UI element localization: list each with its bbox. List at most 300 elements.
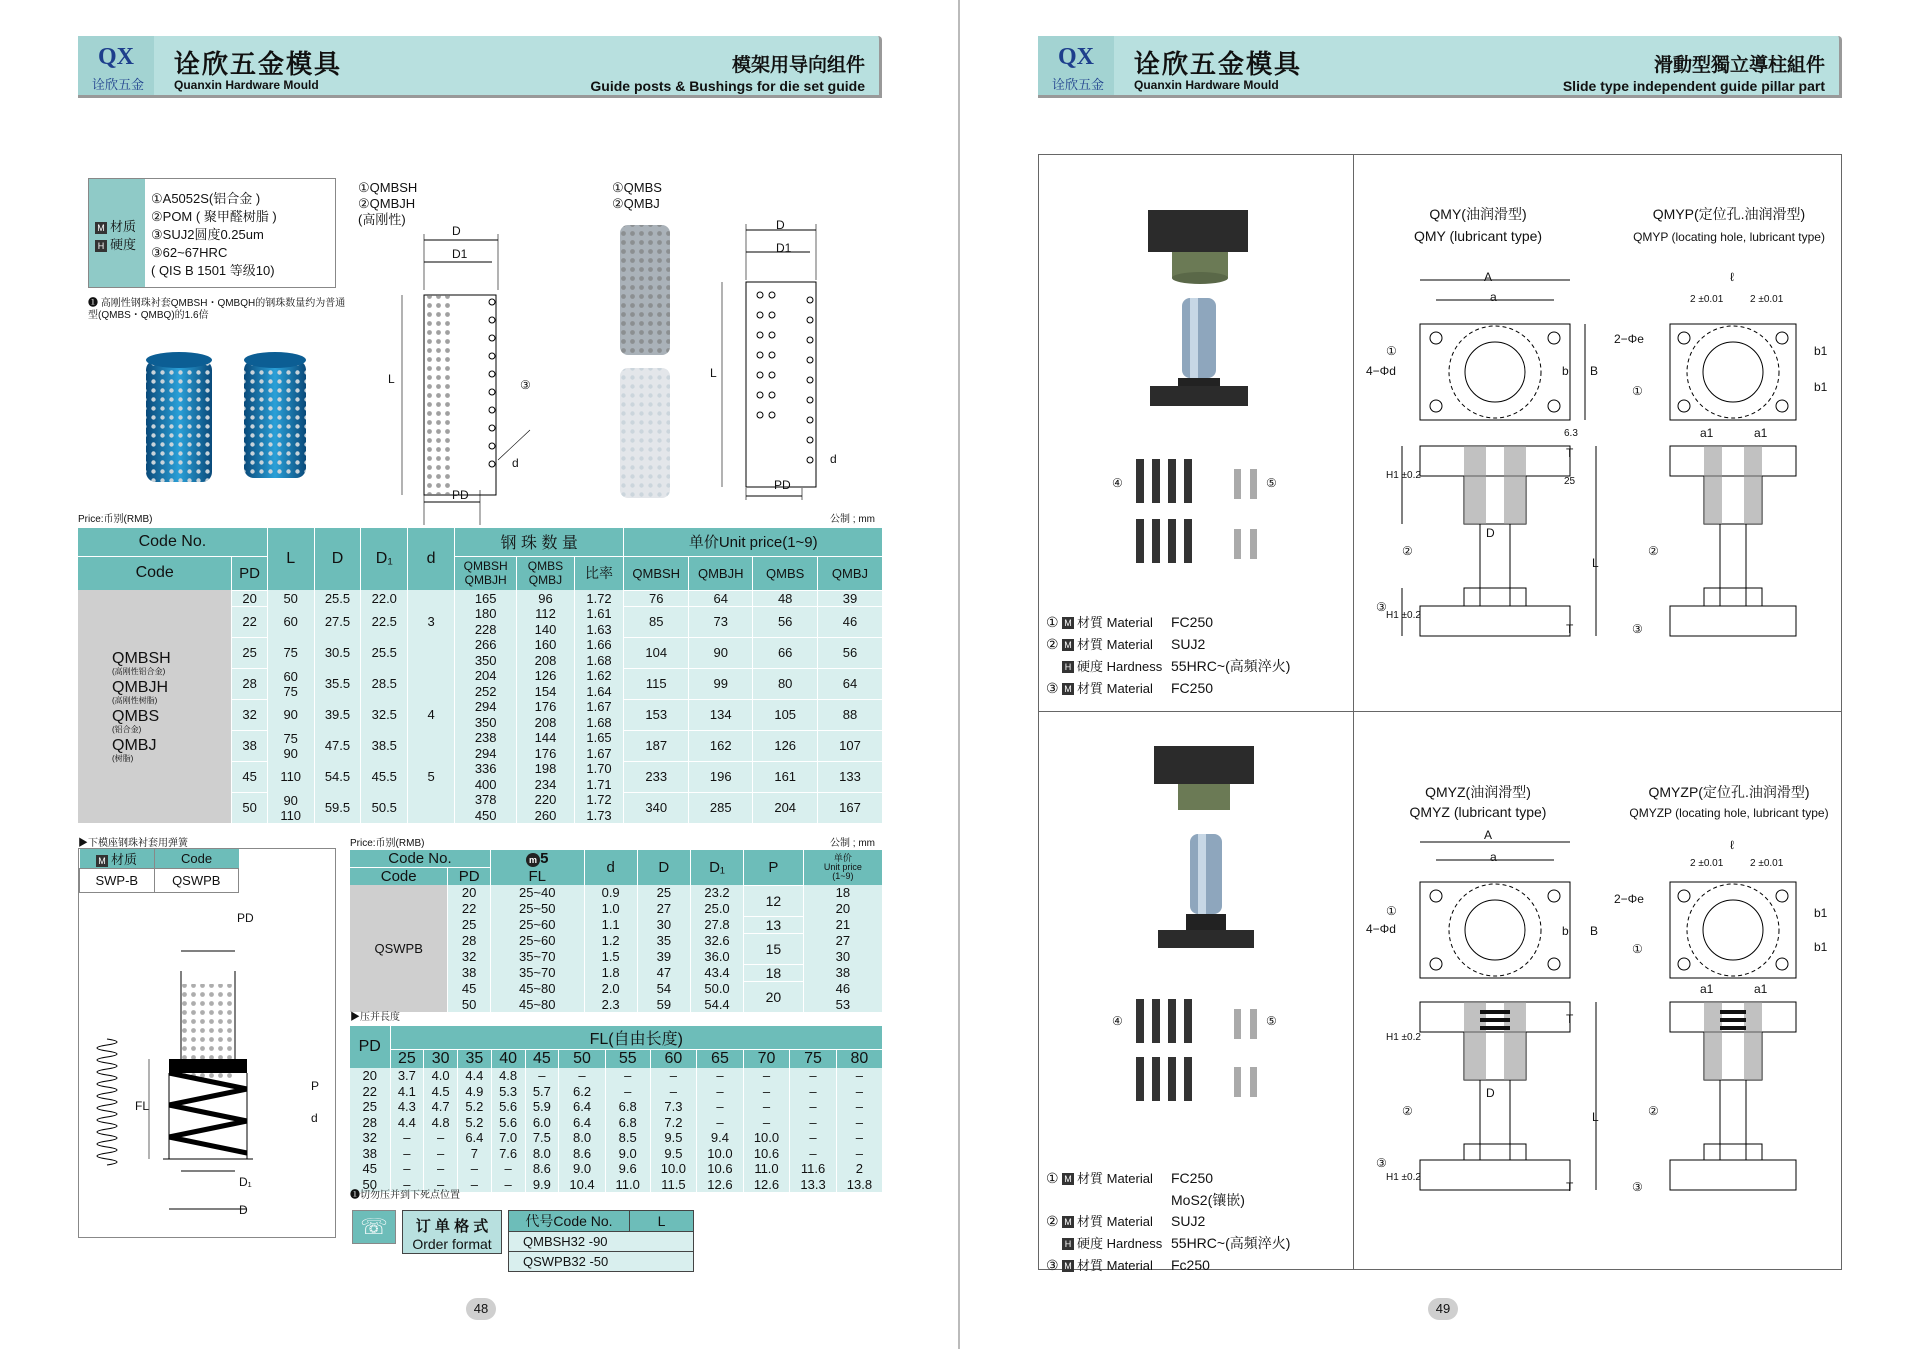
- price-cell: 73: [688, 606, 752, 637]
- t2-P-cell: 18: [744, 964, 804, 981]
- qmyzp-title-en: QMYZP (locating hole, lubricant type): [1629, 806, 1829, 820]
- ball-cell: 144: [517, 730, 574, 746]
- t3-cell: 4.3: [390, 1099, 424, 1115]
- dim-H1: H1 ±0.2: [1386, 610, 1421, 621]
- t3-cell: –: [790, 1068, 837, 1084]
- t3-col-pd: PD: [350, 1026, 390, 1068]
- t2-cell: 50: [448, 997, 491, 1013]
- page-title-cn: 模架用导向组件: [731, 55, 865, 76]
- drawing1-label: ②QMBJH: [358, 196, 416, 211]
- dim-b: b: [1562, 364, 1569, 378]
- ball-cell: 238: [454, 730, 516, 746]
- ball-cell: 126: [517, 668, 574, 684]
- price-cell: 76: [624, 590, 688, 606]
- t3-cell: 6.4: [559, 1099, 606, 1115]
- material-value: Fc250: [1171, 1257, 1210, 1273]
- page-number-left: 48: [466, 1298, 496, 1320]
- material-num: ①: [1046, 1170, 1059, 1186]
- price-label-1: Price:币别(RMB): [78, 514, 153, 525]
- material-value: FC250: [1171, 614, 1214, 630]
- l-cell: 60: [267, 606, 314, 637]
- t3-cell: 9.5: [650, 1130, 697, 1146]
- ball-cell: 1.72: [574, 590, 624, 606]
- t2-cell: 32.6: [690, 933, 743, 949]
- t3-cell: –: [650, 1084, 697, 1100]
- t3-cell: 5.2: [458, 1115, 492, 1131]
- dim-tol: 2 ±0.01: [1690, 858, 1724, 869]
- l-cell: 90: [267, 699, 314, 730]
- t2-price-cell: 38: [803, 964, 882, 981]
- spring-dim-FL: FL: [135, 1099, 150, 1113]
- t3-cell: 10.0: [743, 1130, 790, 1146]
- dim-H1: H1 ±0.2: [1386, 470, 1421, 481]
- callout-1: ①: [1632, 384, 1643, 398]
- price-cell: 46: [817, 606, 882, 637]
- t3-pd-cell: 20: [350, 1068, 390, 1084]
- t2-cell: 32: [448, 949, 491, 965]
- t3-cell: 5.9: [525, 1099, 559, 1115]
- t2-cell: 50.0: [690, 981, 743, 997]
- code-sub: (高刚性铝合金): [112, 666, 166, 676]
- spring-title: ▶下模座钢珠衬套用弹簧: [78, 838, 188, 849]
- ball-cell: 180: [454, 606, 516, 622]
- t3-cell: 5.6: [491, 1115, 525, 1131]
- t3-cell: –: [790, 1084, 837, 1100]
- callout-1: ①: [1632, 942, 1643, 956]
- ball-cell: 260: [517, 808, 574, 824]
- h-mark: H: [1062, 1238, 1074, 1250]
- ball-note: [88, 298, 348, 322]
- m-mark: M: [1062, 683, 1074, 695]
- right-header: [1038, 36, 1842, 98]
- price-cell: 64: [688, 590, 752, 606]
- t3-cell: 8.6: [525, 1161, 559, 1177]
- material-row: [1046, 1170, 1290, 1187]
- qmyz-photo: [1140, 744, 1290, 984]
- t2-cell: 43.4: [690, 964, 743, 981]
- t3-cell: 4.0: [424, 1068, 458, 1084]
- t3-cell: –: [390, 1161, 424, 1177]
- material-type: 材質 Material: [1077, 1214, 1153, 1229]
- t3-cell: 8.0: [559, 1130, 606, 1146]
- price-cell: 196: [688, 761, 752, 792]
- dim-b: b: [1562, 924, 1569, 938]
- dim2-PD: PD: [774, 478, 791, 492]
- callout-3: ③: [1632, 622, 1643, 636]
- material-type: 材質 Material: [1077, 637, 1153, 652]
- qmyp-title: [1604, 204, 1854, 244]
- dim-PD: PD: [452, 488, 469, 502]
- material-line: ③62~67HRC: [151, 245, 228, 260]
- price-cell: 107: [817, 730, 882, 761]
- col-price-qmbs: QMBS: [753, 556, 817, 590]
- ball-cell: 350: [454, 653, 516, 669]
- D-cell: 27.5: [314, 606, 361, 637]
- d-cell: 4: [408, 699, 455, 730]
- t3-cell: –: [743, 1099, 790, 1115]
- ball-cell: 160: [517, 637, 574, 653]
- t3-cell: 4.4: [458, 1068, 492, 1084]
- dim-l: ℓ: [1730, 838, 1734, 852]
- callout-4: ④: [1112, 1014, 1123, 1028]
- price-cell: 39: [817, 590, 882, 606]
- t2-P-cell: 13: [744, 916, 804, 933]
- t3-cell: 4.5: [424, 1084, 458, 1100]
- t3-cell: 6.0: [525, 1115, 559, 1131]
- t2-price-cell: 53: [803, 997, 882, 1013]
- pd-cell: 45: [232, 761, 267, 792]
- t2-cell: 35: [637, 933, 690, 949]
- t2-price-cell: 46: [803, 981, 882, 997]
- t2-cell: 27: [637, 901, 690, 917]
- qmyzp-title: [1604, 782, 1854, 820]
- dim-b1: b1: [1814, 344, 1828, 358]
- l-cell: 90 110: [267, 792, 314, 823]
- spring-code: QSWPB: [154, 869, 238, 893]
- t3-cell: –: [836, 1068, 882, 1084]
- material-value: MoS2(镶嵌): [1171, 1192, 1245, 1208]
- price-cell: 48: [753, 590, 817, 606]
- D-cell: 59.5: [314, 792, 361, 823]
- ball-cell: 1.73: [574, 808, 624, 824]
- t3-col: 40: [491, 1050, 525, 1069]
- t3-cell: 9.5: [650, 1146, 697, 1162]
- t2-cell: 59: [637, 997, 690, 1013]
- t2-price-cell: 20: [803, 901, 882, 917]
- price-cell: 104: [624, 637, 688, 668]
- qmyzp-title-cn: QMYZP(定位孔.油润滑型): [1648, 784, 1810, 800]
- ball-cell: 1.67: [574, 699, 624, 715]
- t3-cell: 11.5: [650, 1177, 697, 1193]
- arrow-icon: ▶: [350, 1012, 360, 1023]
- t3-cell: 11.0: [605, 1177, 650, 1193]
- d-cell: [408, 792, 455, 823]
- t3-cell: 6.8: [605, 1099, 650, 1115]
- col-pd: PD: [232, 556, 267, 590]
- material-line: ( QIS B 1501 等级10): [151, 263, 275, 278]
- t3-cell: 7.6: [491, 1146, 525, 1162]
- D-cell: 25.5: [314, 590, 361, 606]
- l-cell: 60 75: [267, 668, 314, 699]
- d-cell: 3: [408, 606, 455, 637]
- qmyz-title-cn: QMYZ(油润滑型): [1425, 784, 1531, 800]
- ball-cell: 1.61: [574, 606, 624, 622]
- dim-B: B: [1590, 364, 1599, 378]
- dim-phid: 4−Φd: [1366, 922, 1396, 936]
- col-price-qmbj: QMBJ: [817, 556, 882, 590]
- spring-dim-D: D: [239, 1203, 248, 1217]
- qmy-drawing: [1380, 270, 1820, 650]
- t2-cell: 1.1: [584, 916, 637, 933]
- dim-D: D: [1486, 526, 1495, 540]
- t3-cell: –: [525, 1068, 559, 1084]
- t3-cell: 8.5: [605, 1130, 650, 1146]
- h-mark: H: [95, 240, 107, 252]
- spring-drawing: [99, 909, 329, 1229]
- t2-cell: 39: [637, 949, 690, 965]
- t2-cell: 30: [637, 916, 690, 933]
- ball-cell: 204: [454, 668, 516, 684]
- t2-cell: 25~60: [490, 916, 584, 933]
- ball-cell: 112: [517, 606, 574, 622]
- ball-cell: 1.68: [574, 653, 624, 669]
- bolts-pins: [1130, 455, 1290, 565]
- t3-cell: 10.6: [743, 1146, 790, 1162]
- dim-D1: D1: [452, 247, 468, 261]
- price-cell: 88: [817, 699, 882, 730]
- ball-cell: 350: [454, 715, 516, 731]
- material-row: [1046, 1192, 1290, 1208]
- t3-col: 45: [525, 1050, 559, 1069]
- dim-A: A: [1484, 270, 1493, 284]
- pd-cell: 50: [232, 792, 267, 823]
- brand-name-en: Quanxin Hardware Mould: [174, 78, 319, 92]
- t3-cell: –: [836, 1130, 882, 1146]
- dim2-d: d: [830, 452, 837, 466]
- D1-cell: 22.0: [361, 590, 408, 606]
- dim-D: D: [1486, 1086, 1495, 1100]
- ball-cell: 1.72: [574, 792, 624, 808]
- qmyz-title: [1358, 782, 1598, 820]
- material-lines: [151, 191, 277, 279]
- D-cell: 39.5: [314, 699, 361, 730]
- dim-T: T: [1566, 1180, 1574, 1194]
- m-mark: M: [96, 855, 108, 867]
- dim2-D1: D1: [776, 241, 792, 255]
- t2-cell: 25: [637, 885, 690, 901]
- t2-cell: 27.8: [690, 916, 743, 933]
- spring-price-table: [350, 850, 882, 1012]
- dim-H1: H1 ±0.2: [1386, 1172, 1421, 1183]
- ball-cell: 1.62: [574, 668, 624, 684]
- d-cell: 5: [408, 761, 455, 792]
- ball-cell: 140: [517, 622, 574, 638]
- dim-L: L: [1592, 1110, 1599, 1124]
- d-cell: [408, 668, 455, 699]
- m-mark: M: [1062, 1216, 1074, 1228]
- material-value: SUJ2: [1171, 1213, 1206, 1229]
- ball-cell: 208: [517, 653, 574, 669]
- price-cell: 66: [753, 637, 817, 668]
- t3-pd-cell: 32: [350, 1130, 390, 1146]
- t3-cell: –: [390, 1177, 424, 1193]
- code-name: QMBJH: [112, 678, 168, 696]
- spring-material-table: [79, 849, 239, 893]
- dim-L: L: [1592, 556, 1599, 570]
- t2-cell: 2.0: [584, 981, 637, 997]
- price-cell: 233: [624, 761, 688, 792]
- price-cell: 162: [688, 730, 752, 761]
- h-mark: H: [1062, 661, 1074, 673]
- hardness-label: 硬度: [110, 237, 137, 252]
- t3-cell: 7.2: [650, 1115, 697, 1131]
- code-name: QMBJ: [112, 736, 157, 754]
- brand-logo: QX: [98, 44, 134, 70]
- t2-cell: 35~70: [490, 949, 584, 965]
- table-row: [350, 1115, 882, 1131]
- t3-cell: 10.6: [697, 1161, 744, 1177]
- t2-cell: 25: [448, 916, 491, 933]
- table-row: [350, 885, 882, 901]
- t3-cell: –: [743, 1115, 790, 1131]
- D-cell: 35.5: [314, 668, 361, 699]
- ball-cell: 1.67: [574, 746, 624, 762]
- compression-table: [350, 1026, 882, 1192]
- drawing2-labels: [612, 180, 662, 212]
- t3-cell: 13.8: [836, 1177, 882, 1193]
- t2-cell: 1.2: [584, 933, 637, 949]
- order-example: QSWPB32 -50: [509, 1252, 694, 1272]
- t3-cell: –: [559, 1068, 606, 1084]
- dim-phie: 2−Φe: [1614, 332, 1644, 346]
- t3-pd-cell: 50: [350, 1177, 390, 1193]
- t2-cell: 54: [637, 981, 690, 997]
- ball-cell: 228: [454, 622, 516, 638]
- spring-dim-D1: D₁: [239, 1175, 252, 1189]
- pd-cell: 28: [232, 668, 267, 699]
- qmy-title: [1358, 204, 1598, 244]
- t3-cell: 9.0: [559, 1161, 606, 1177]
- col-qmbsh-qmbjh: QMBSH QMBJH: [454, 556, 516, 590]
- ball-cell: 1.68: [574, 715, 624, 731]
- callout-2: ②: [1402, 1104, 1413, 1118]
- unit-label-2: 公制 ; mm: [830, 838, 875, 849]
- col-ratio: 比率: [574, 556, 624, 590]
- ball-cell: 1.63: [574, 622, 624, 638]
- dim-a: a: [1490, 290, 1497, 304]
- material-num: ②: [1046, 1213, 1059, 1229]
- t2-cell: 45: [448, 981, 491, 997]
- t3-col: 25: [390, 1050, 424, 1069]
- material-value: FC250: [1171, 1170, 1214, 1186]
- bushing-price-table: [78, 528, 882, 823]
- page-spine: [958, 0, 960, 1349]
- t2-col-d: d: [584, 850, 637, 885]
- t2-price-cell: 27: [803, 933, 882, 949]
- t2-cell: 25~60: [490, 933, 584, 949]
- dim-B: B: [1590, 924, 1599, 938]
- t2-col-code: Code: [350, 868, 448, 886]
- material-row: [1046, 1235, 1290, 1252]
- D-cell: 54.5: [314, 761, 361, 792]
- price-cell: 105: [753, 699, 817, 730]
- t3-cell: –: [697, 1068, 744, 1084]
- t3-cell: 4.1: [390, 1084, 424, 1100]
- qmy-title-cn: QMY(油润滑型): [1429, 206, 1527, 222]
- ball-cell: 266: [454, 637, 516, 653]
- spring-dim-d: d: [311, 1111, 318, 1125]
- ball-cell: 1.66: [574, 637, 624, 653]
- drawing2-label: ①QMBS: [612, 180, 662, 195]
- d-cell: [408, 637, 455, 668]
- ball-cell: 176: [517, 699, 574, 715]
- qmy-title-en: QMY (lubricant type): [1413, 228, 1543, 244]
- rough-6.3: 6.3: [1564, 428, 1578, 439]
- m-mark: M: [95, 222, 107, 234]
- dim-tol: 2 ±0.01: [1750, 294, 1784, 305]
- price-cell: 167: [817, 792, 882, 823]
- pd-cell: 22: [232, 606, 267, 637]
- t3-cell: 9.0: [605, 1146, 650, 1162]
- spring-dim-PD: PD: [237, 911, 254, 925]
- dim2-D: D: [776, 218, 785, 232]
- t3-col-fl: FL(自由长度): [390, 1026, 882, 1050]
- t3-cell: 7.0: [491, 1130, 525, 1146]
- qmyp-title-cn: QMYP(定位孔.油润滑型): [1652, 206, 1806, 222]
- t3-cell: 5.2: [458, 1099, 492, 1115]
- t3-cell: 6.2: [559, 1084, 606, 1100]
- callout-3: ③: [520, 378, 531, 392]
- t3-cell: 13.3: [790, 1177, 837, 1193]
- t2-price-cell: 21: [803, 916, 882, 933]
- dim-a1: a1: [1700, 426, 1714, 440]
- t3-cell: 4.8: [424, 1115, 458, 1131]
- t3-cell: –: [491, 1177, 525, 1193]
- col-D1: D₁: [361, 528, 408, 590]
- price-cell: 90: [688, 637, 752, 668]
- price-cell: 56: [817, 637, 882, 668]
- callout-1: ①: [1386, 904, 1397, 918]
- t3-cell: 4.9: [458, 1084, 492, 1100]
- top-material-list: [1046, 614, 1290, 702]
- t2-price-cell: 18: [803, 885, 882, 901]
- t3-cell: 9.9: [525, 1177, 559, 1193]
- dim-a: a: [1490, 850, 1497, 864]
- t3-cell: 10.0: [697, 1146, 744, 1162]
- code-sub: (高刚性树脂): [112, 695, 158, 705]
- ball-cell: 1.64: [574, 684, 624, 700]
- dim2-L: L: [710, 366, 717, 380]
- ball-cell: 234: [517, 777, 574, 793]
- pd-cell: 25: [232, 637, 267, 668]
- t3-col: 65: [697, 1050, 744, 1069]
- material-type: 硬度 Hardness: [1077, 659, 1163, 674]
- table-row: [350, 1099, 882, 1115]
- material-row: [1046, 1213, 1290, 1230]
- t3-cell: 5.6: [491, 1099, 525, 1115]
- ball-cell: 294: [454, 746, 516, 762]
- col-d: d: [408, 528, 455, 590]
- pd-cell: 32: [232, 699, 267, 730]
- order-label: [402, 1210, 502, 1254]
- t3-cell: 12.6: [697, 1177, 744, 1193]
- t2-col-pd: PD: [448, 868, 491, 886]
- t3-cell: –: [491, 1161, 525, 1177]
- t3-cell: 6.4: [559, 1115, 606, 1131]
- t2-cell: 25~50: [490, 901, 584, 917]
- callout-2: ②: [1648, 1104, 1659, 1118]
- t2-cell: 25.0: [690, 901, 743, 917]
- code-name: QMBSH: [112, 649, 171, 667]
- v-divider: [1353, 155, 1354, 1269]
- t2-cell: 2.3: [584, 997, 637, 1013]
- col-unit-price: 单价Unit price(1~9): [624, 528, 882, 556]
- bushing-photos: [140, 350, 340, 490]
- price-cell: 126: [753, 730, 817, 761]
- t3-cell: 8.6: [559, 1146, 606, 1162]
- ball-cell: 165: [454, 590, 516, 606]
- callout-2: ②: [1402, 544, 1413, 558]
- t3-cell: –: [836, 1099, 882, 1115]
- callout-1: ①: [1386, 344, 1397, 358]
- t2-col-D1: D₁: [690, 850, 743, 885]
- bolts-pins: [1130, 995, 1290, 1105]
- order-h-code: 代号Code No.: [509, 1211, 630, 1232]
- t3-cell: –: [424, 1161, 458, 1177]
- t3-cell: 4.8: [491, 1068, 525, 1084]
- ball-cell: 1.70: [574, 761, 624, 777]
- t2-cell: 22: [448, 901, 491, 917]
